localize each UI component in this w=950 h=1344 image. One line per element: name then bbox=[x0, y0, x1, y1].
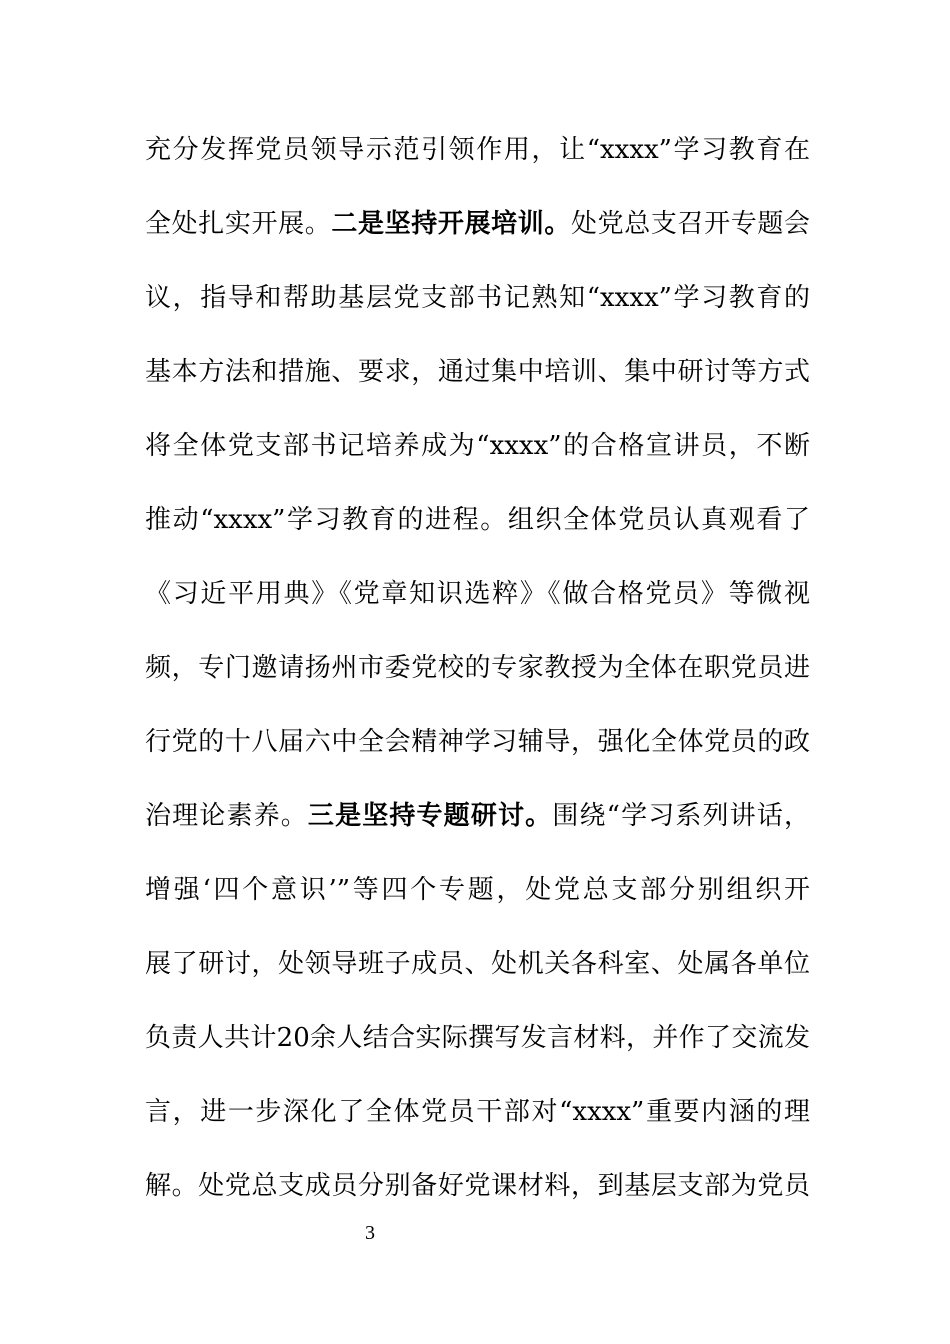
paragraph-text: 负责人共计20余人结合实际撰写发言材料，并作了交流发 bbox=[145, 1023, 810, 1053]
text-line bbox=[145, 794, 810, 868]
paragraph-text: 解。处党总支成员分别备好党课材料，到基层支部为党员 bbox=[145, 1171, 810, 1201]
text-line bbox=[145, 424, 810, 498]
bold-heading-text: 二是坚持开展培训。 bbox=[331, 209, 571, 239]
paragraph-text: 推动“xxxx”学习教育的进程。组织全体党员认真观看了 bbox=[145, 505, 810, 535]
text-line bbox=[145, 128, 810, 202]
text-line bbox=[145, 1016, 810, 1090]
text-line bbox=[145, 942, 810, 1016]
text-line bbox=[145, 276, 810, 350]
text-line bbox=[145, 868, 810, 942]
paragraph-text: 处党总支召开专题会 bbox=[570, 209, 810, 239]
paragraph-text: 《习近平用典》《党章知识选粹》《做合格党员》等微视 bbox=[145, 579, 810, 609]
body-text bbox=[145, 128, 810, 1238]
paragraph-text: 将全体党支部书记培养成为“xxxx”的合格宣讲员，不断 bbox=[145, 431, 810, 461]
paragraph-text: 围绕“学习系列讲话， bbox=[552, 801, 810, 831]
paragraph-text: 言，进一步深化了全体党员干部对“xxxx”重要内涵的理 bbox=[145, 1097, 810, 1127]
page-number: 3 bbox=[365, 1222, 375, 1244]
text-line bbox=[145, 202, 810, 276]
text-line bbox=[145, 498, 810, 572]
text-line bbox=[145, 1090, 810, 1164]
paragraph-text: 全处扎实开展。 bbox=[145, 209, 332, 239]
text-line bbox=[145, 350, 810, 424]
paragraph-text: 行党的十八届六中全会精神学习辅导，强化全体党员的政 bbox=[145, 727, 810, 757]
bold-heading-text: 三是坚持专题研讨。 bbox=[307, 801, 553, 831]
text-line bbox=[145, 720, 810, 794]
paragraph-text: 展了研讨，处领导班子成员、处机关各科室、处属各单位 bbox=[145, 949, 810, 979]
paragraph-text: 基本方法和措施、要求，通过集中培训、集中研讨等方式 bbox=[145, 357, 810, 387]
paragraph-text: 频，专门邀请扬州市委党校的专家教授为全体在职党员进 bbox=[145, 653, 810, 683]
paragraph-text: 增强‘四个意识’”等四个专题，处党总支部分别组织开 bbox=[145, 875, 810, 905]
paragraph-text: 治理论素养。 bbox=[145, 801, 308, 831]
text-line bbox=[145, 646, 810, 720]
paragraph-text: 充分发挥党员领导示范引领作用，让“xxxx”学习教育在 bbox=[145, 135, 810, 165]
text-line bbox=[145, 572, 810, 646]
paragraph-text: 议，指导和帮助基层党支部书记熟知“xxxx”学习教育的 bbox=[145, 283, 810, 313]
